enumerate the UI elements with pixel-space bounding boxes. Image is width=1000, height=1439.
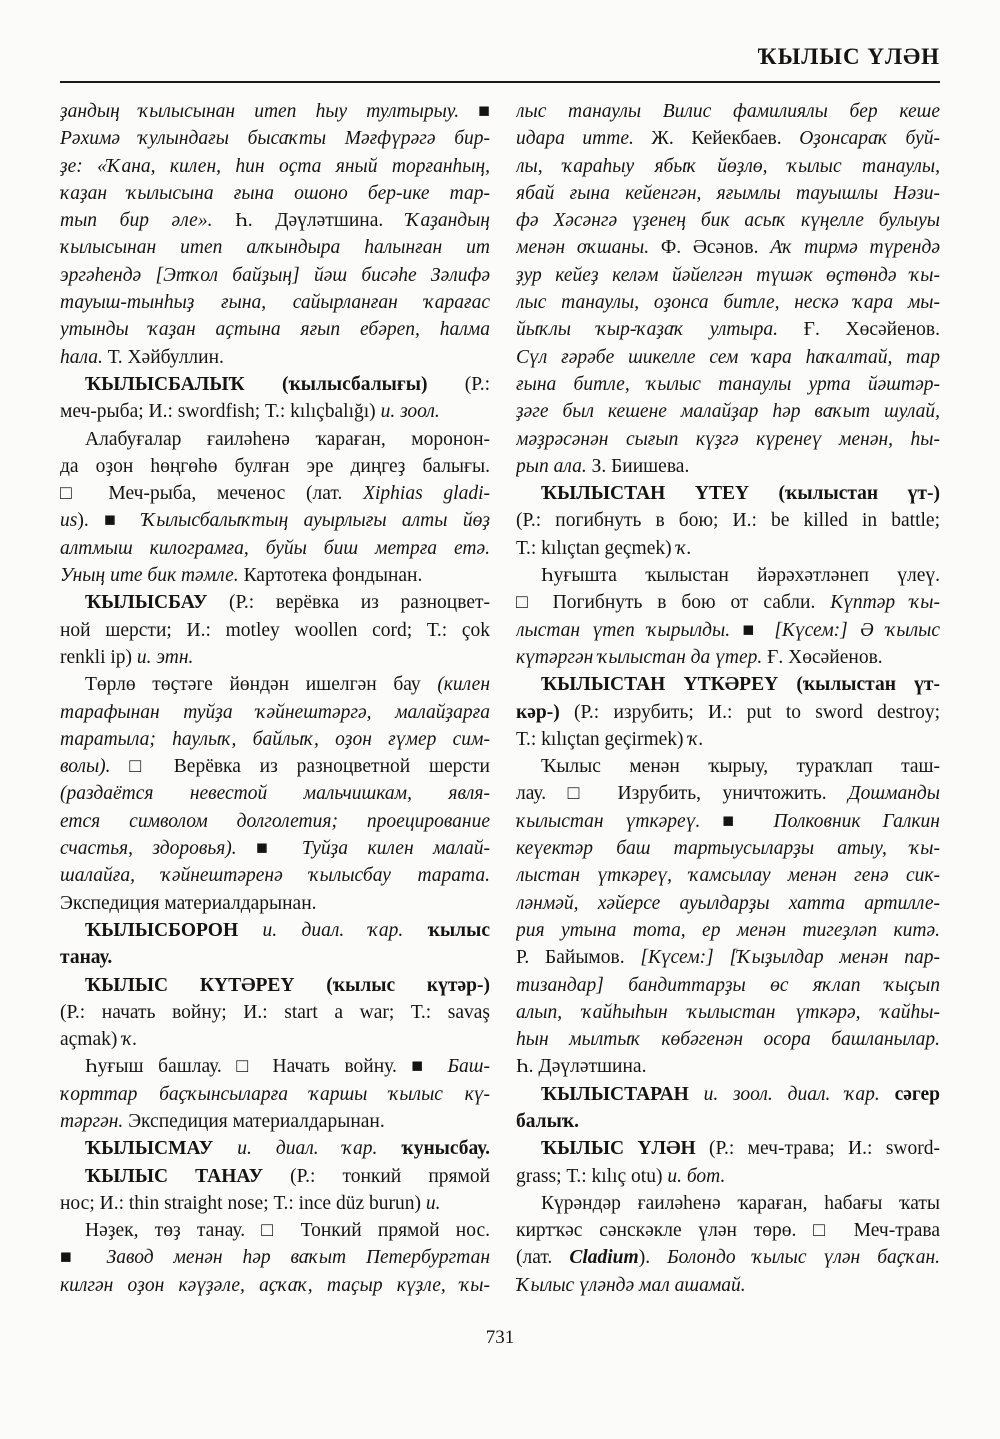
text-line: алып, ҡайһыһын ҡылыстан үткәрә, ҡайһы- xyxy=(516,1001,940,1023)
text-line: Төрлө төҫтәге йөндән ишелгән бау (килен xyxy=(85,674,490,696)
dictionary-column-left xyxy=(60,98,490,1299)
text-line: шалайға, ҡәйнештәренә ҡылысбау тарата. xyxy=(60,865,490,887)
text-line: ҡылысынан итеп алҡындыра һалынған ит xyxy=(60,237,490,259)
text-line: лыстан үтеп ҡырылды. ■ [Күсем:] Ә ҡылыс xyxy=(516,619,940,641)
text-line: grass; Т.: kılıç otu) и. бот. xyxy=(516,1165,726,1187)
text-line: Т.: kılıçtan geçmek) ҡ. xyxy=(516,537,692,559)
text-line: таратыла; һаулыҡ, байлыҡ, оҙон ғүмер сим- xyxy=(60,728,490,750)
text-line: тауыш-тынһыҙ ғына, сайырланған ҡарағас xyxy=(60,292,490,314)
text-line: ҠЫЛЫСТАН ҮТЕҮ (ҡылыстан үт-) xyxy=(541,483,940,505)
text-line: ҙе: «Ҡана, килен, һин оҫта яный торғанһың, xyxy=(60,155,490,177)
text-line: ябай ғына кейенгән, яғымлы тауышлы Нәзи- xyxy=(516,182,940,204)
text-line: Алабуғалар ғаиләһенә ҡараған, моронон- xyxy=(85,428,490,450)
text-line: тәргән. Экспедиция материалдарынан. xyxy=(60,1110,385,1132)
text-line: Экспедиция материалдарынан. xyxy=(60,892,317,914)
text-line: ҡылыстан үткәреү. ■ Полковник Галкин xyxy=(516,810,940,832)
text-line: □ Погибнуть в бою от сабли. Күптәр ҡы- xyxy=(516,592,940,614)
text-line: киртҡәс сәнскәкле үлән төрө. □ Меч-трава xyxy=(516,1220,940,1242)
text-line: балыҡ. xyxy=(516,1110,580,1132)
text-line: ҠЫЛЫС ТАНАУ (Р.: тонкий прямой xyxy=(85,1165,490,1187)
text-line: açmak) ҡ. xyxy=(60,1029,138,1051)
text-line: ҠЫЛЫСБОРОН и. диал. ҡар. ҡылыс xyxy=(85,919,490,941)
text-line: ҙур кейеҙ келәм йәйелгән түшәк өҫтөндә ҡы- xyxy=(516,264,940,286)
text-line: Уның ите бик тәмле. Картотека фондынан. xyxy=(60,565,423,587)
text-line: ҠЫЛЫС ҮЛӘН (Р.: меч-трава; И.: sword- xyxy=(541,1138,940,1160)
text-line: рия утына тота, ер менән тигеҙләп китә. xyxy=(516,919,940,941)
text-line: утынды ҡаҙан аҫтына яғып ебәреп, һалма xyxy=(60,319,490,341)
text-line: фә Хәсәнгә үҙенең бик асыҡ күңелле булыуы xyxy=(516,210,940,232)
text-line: Ҡылыс үләндә мал ашамай. xyxy=(516,1274,746,1296)
text-line: лы, ҡараһыу ябыҡ йөҙлө, ҡылыс танаулы, xyxy=(516,155,940,177)
text-line: тизандар] бандиттарҙы өс яҡлап ҡыҫып xyxy=(516,974,940,996)
text-line: йыҡлы ҡыр-ҡаҙаҡ ултыра. Ғ. Хөсәйенов. xyxy=(516,319,940,341)
text-line: ҙандың ҡылысынан итеп һыу тултырыу. ■ xyxy=(60,101,490,122)
text-line: Ҡылыс менән ҡырыу, тураҡлап таш- xyxy=(541,756,940,778)
text-line: Һуғыш башлау. □ Начать войну. ■ Баш- xyxy=(85,1056,490,1078)
text-line: Рәхимә ҡулындағы бысаҡты Мәғфүрәгә бир- xyxy=(60,128,490,150)
text-line: мәҙрәсәнән сығып күҙгә күренеү менән, һы- xyxy=(516,428,940,450)
text-line: лыс танаулы, оҙонса битле, нескә ҡара мы- xyxy=(516,292,940,314)
running-head xyxy=(60,0,940,70)
text-line: (Р.: погибнуть в бою; И.: be killed in battle; xyxy=(516,510,940,532)
text-line: ной шерсти; И.: motley woollen cord; Т.: çok xyxy=(60,619,490,641)
text-line: кәр-) (Р.: изрубить; И.: put to sword destroy; xyxy=(516,701,940,723)
text-line: (Р.: начать войну; И.: start a war; Т.: savaş xyxy=(60,1001,490,1023)
text-line: ғына битле, ҡылыс танаулы урта йәштәр- xyxy=(516,373,940,395)
text-line: Сүл ғәрәбе шикелле сем ҡара һаҡалтай, тар xyxy=(516,346,940,368)
text-line: волы). □ Верёвка из разноцветной шерсти xyxy=(60,756,490,778)
text-line: кеүектәр баш тартыусыларҙы атыу, ҡы- xyxy=(516,838,940,860)
text-line: us). ■ Ҡылысбалыҡтың ауырлығы алты йөҙ xyxy=(60,510,490,532)
text-line: ҠЫЛЫСТАН ҮТКӘРЕҮ (ҡылыстан үт- xyxy=(541,674,940,696)
text-line: күтәргән ҡылыстан да үтер. Ғ. Хөсәйенов. xyxy=(516,646,883,668)
text-line: һын мылтыҡ көбәгенән осора башланылар. xyxy=(516,1029,940,1051)
text-line: ■ Завод менән һәр ваҡыт Петербургтан xyxy=(60,1247,490,1269)
text-columns xyxy=(60,98,940,1299)
page-number: 731 xyxy=(485,1327,515,1348)
text-line: меч-рыба; И.: swordfish; Т.: kılıçbalığı) и. зоол. xyxy=(60,401,440,423)
text-line: ҙәге был кешене малайҙар һәр ваҡыт шулай, xyxy=(516,401,940,423)
text-line: □ Меч-рыба, меченос (лат. Xiphias gladi- xyxy=(60,483,490,505)
dictionary-column-right xyxy=(516,98,940,1299)
text-line: Һуғышта ҡылыстан йәрәхәтләнеп үлеү. xyxy=(541,565,940,587)
text-line: алтмыш килограмға, буйы биш метрға етә. xyxy=(60,537,490,559)
text-line: счастья, здоровья). ■ Туйҙа килен малай- xyxy=(60,838,490,860)
text-line: лыс танаулы Вилис фамилиялы бер кеше xyxy=(516,101,940,122)
text-line: һала. Т. Хәйбуллин. xyxy=(60,346,224,368)
text-line: идара итте. Ж. Кейекбаев. Оҙонсараҡ буй- xyxy=(516,128,940,150)
text-line: Нәҙек, төҙ танау. □ Тонкий прямой нос. xyxy=(85,1220,490,1242)
text-line: Т.: kılıçtan geçirmek) ҡ. xyxy=(516,728,704,750)
text-line: эргәһендә [Этҡол байҙың] йәш бисәһе Зәлифә xyxy=(60,264,490,286)
text-line: ҠЫЛЫСТАРАН и. зоол. диал. ҡар. сәгер xyxy=(541,1083,940,1105)
text-line: ҠЫЛЫС КҮТӘРЕҮ (ҡылыс күтәр-) xyxy=(85,974,490,996)
text-line: Һ. Дәүләтшина. xyxy=(516,1056,647,1078)
text-line: Р. Байымов. [Күсем:] [Ҡыҙылдар менән пар- xyxy=(516,947,940,969)
text-line: лау. □ Изрубить, уничтожить. Дошманды xyxy=(516,783,940,805)
text-line: танау. xyxy=(60,947,113,969)
text-line: renkli ip) и. этн. xyxy=(60,646,194,668)
text-line: (лат. Cladium). Болондо ҡылыс үлән баҫҡан. xyxy=(516,1247,940,1269)
header-rule xyxy=(60,81,940,83)
text-line: Күрәндәр ғаиләһенә ҡараған, һабағы ҡаты xyxy=(541,1192,940,1214)
text-line: (раздаётся невестой мальчишкам, явля- xyxy=(60,783,490,805)
text-line: тарафынан туйҙа ҡәйнештәргә, малайҙарға xyxy=(60,701,490,723)
text-line: менән оҡшаны. Ф. Әсәнов. Аҡ тирмә түрендә xyxy=(516,237,940,259)
text-line: ҡорттар баҫҡынсыларға ҡаршы ҡылыс кү- xyxy=(60,1083,490,1105)
text-line: тып бир әле». Һ. Дәүләтшина. Ҡаҙандың xyxy=(60,210,490,232)
text-line: ется символом долголетия; проецирование xyxy=(60,810,490,832)
text-line: ҠЫЛЫСМАУ и. диал. ҡар. ҡунысбау. xyxy=(85,1138,490,1160)
text-line: ләнмәй, хәйерсе ауылдарҙы хатта артилле- xyxy=(516,892,940,914)
running-head-title: ҠЫЛЫС ҮЛӘН xyxy=(757,44,940,69)
text-line: рып ала. З. Биишева. xyxy=(516,455,690,477)
text-line: да оҙон һөңгөһө булған эре диңгеҙ балығы. xyxy=(60,455,490,477)
text-line: ҠЫЛЫСБАЛЫҠ (ҡылысбалығы) (Р.: xyxy=(85,373,490,395)
text-line: лыстан үткәреү, ҡамсылау менән генә сик- xyxy=(516,865,940,887)
text-line: ҠЫЛЫСБАУ (Р.: верёвка из разноцвет- xyxy=(85,592,490,614)
text-line: нос; И.: thin straight nose; Т.: ince düz burun) и. xyxy=(60,1192,441,1214)
text-line: ҡаҙан ҡылысына ғына ошоно бер-ике тар- xyxy=(60,182,490,204)
text-line: килгән оҙон кәүҙәле, аҫҡаҡ, таҫыр күҙле, ҡы- xyxy=(60,1274,490,1296)
